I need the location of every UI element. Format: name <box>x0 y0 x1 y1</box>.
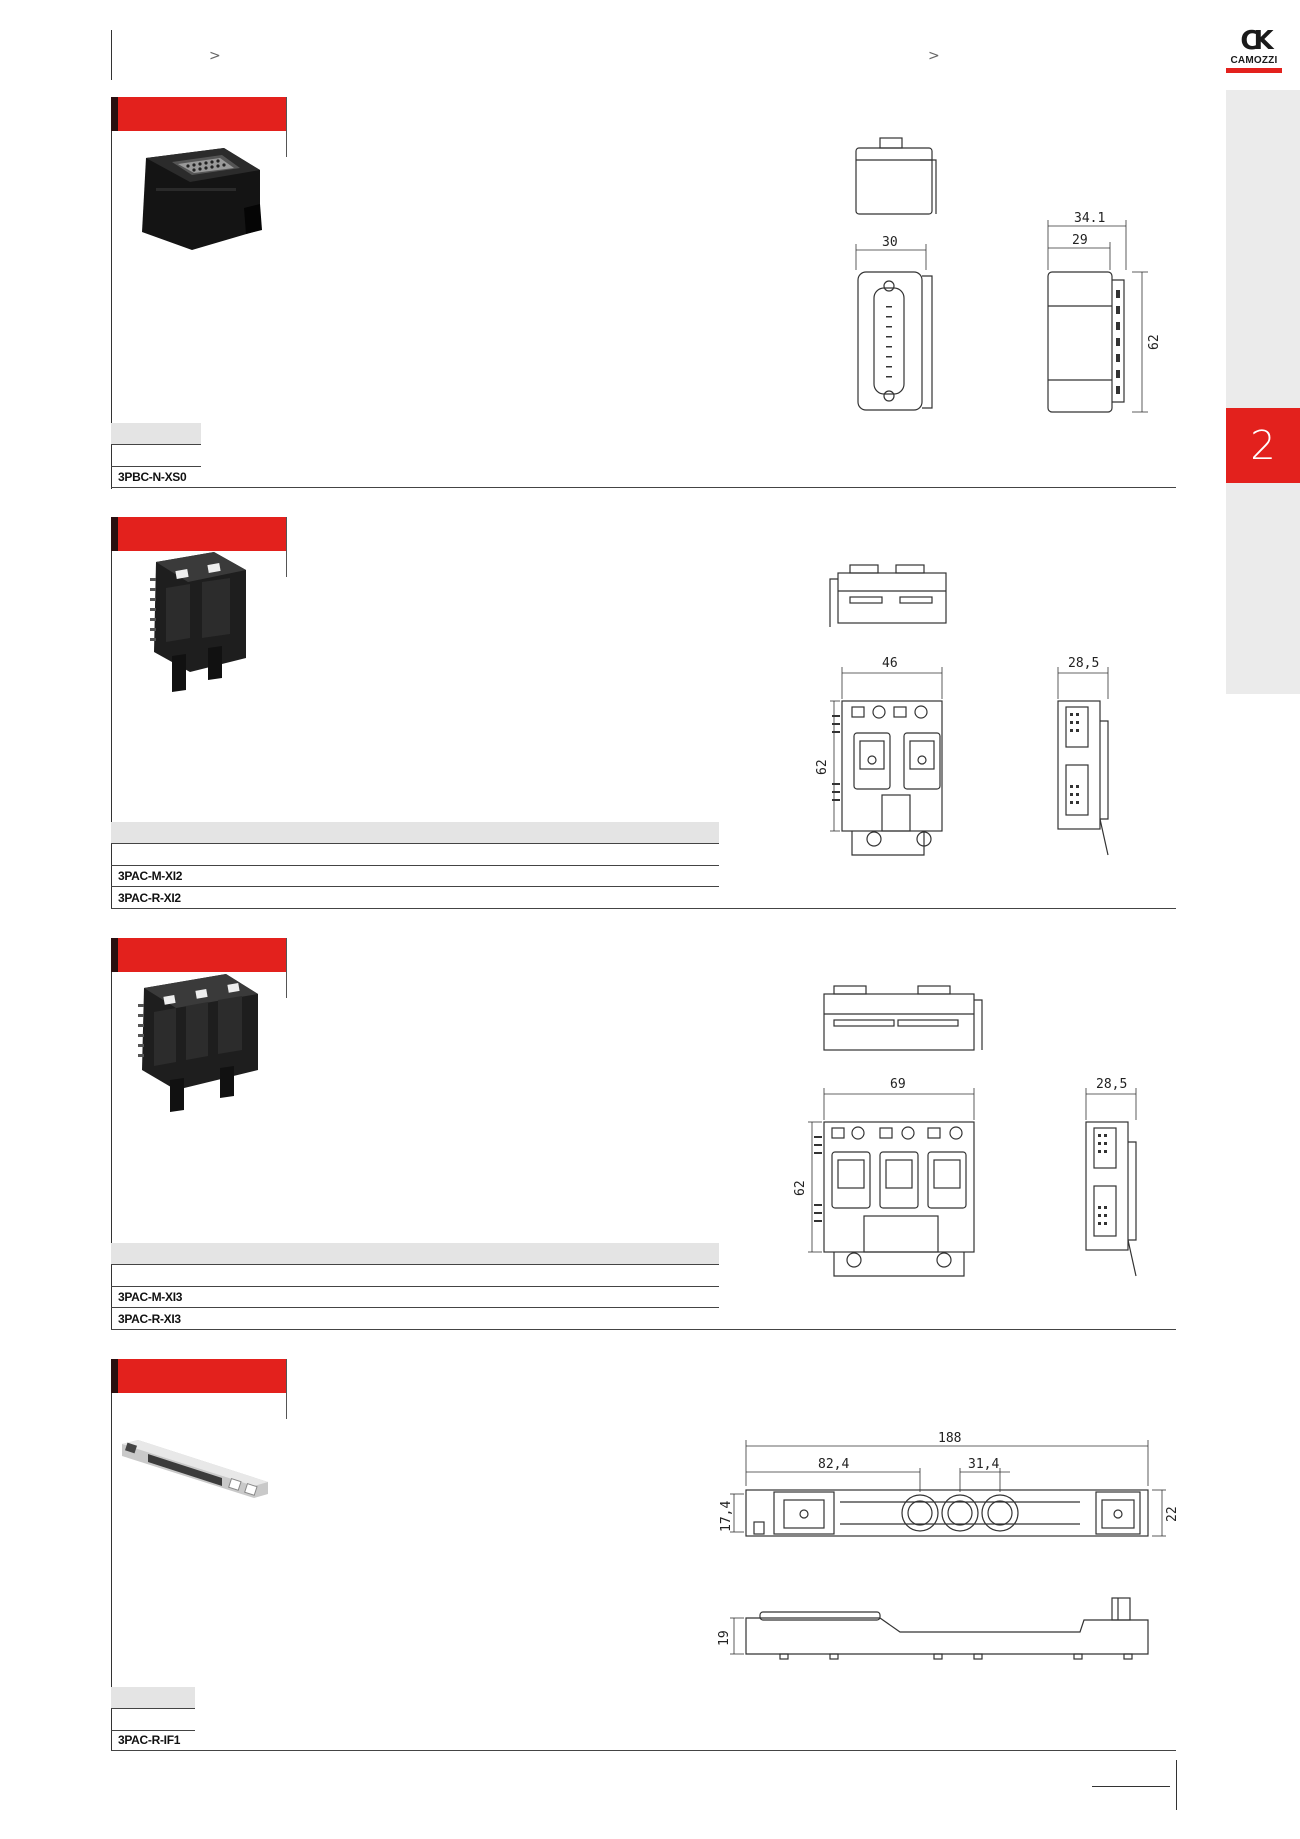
section-header-marker <box>111 517 118 551</box>
section-bottom-rule <box>111 1329 1176 1330</box>
product-code: 3PAC-R-XI2 <box>118 891 181 905</box>
table-divider <box>111 865 719 866</box>
dimension-label: 62 <box>1147 334 1162 350</box>
product-code: 3PAC-M-XI2 <box>118 869 183 883</box>
table-divider <box>111 1708 195 1709</box>
camozzi-logo <box>1226 28 1282 73</box>
dimension-label: 82,4 <box>818 1457 850 1472</box>
section-header-bar <box>118 97 286 131</box>
table-divider <box>111 1730 195 1731</box>
table-divider <box>111 1286 719 1287</box>
section-bottom-rule <box>111 487 1176 488</box>
section-tab[interactable]: 2 <box>1226 408 1300 483</box>
dimension-label: 17,4 <box>719 1500 734 1532</box>
logo-underline <box>1226 68 1282 73</box>
dimension-label: 19 <box>717 1630 732 1646</box>
section-header-bar <box>118 517 286 551</box>
section-left-rule <box>111 938 112 1330</box>
dimension-label: 62 <box>815 759 830 775</box>
product-photo-3pac-if1 <box>118 1436 278 1506</box>
section-left-rule <box>111 517 112 909</box>
section-bottom-rule <box>111 908 1176 909</box>
footer-page-rule <box>1092 1786 1170 1787</box>
table-divider <box>111 1264 719 1265</box>
dimension-label: 29 <box>1072 233 1088 248</box>
product-photo-3pbc <box>132 140 272 260</box>
table-header-row <box>111 423 201 444</box>
breadcrumb-separator: > <box>209 48 221 64</box>
footer-vertical-rule <box>1176 1760 1177 1810</box>
section-header-rule <box>286 1359 287 1419</box>
technical-drawing-3pac-xi3 <box>768 976 1148 1276</box>
product-code: 3PAC-R-XI3 <box>118 1312 181 1326</box>
section-header-bar <box>118 1359 286 1393</box>
section-header-rule <box>286 97 287 157</box>
table-divider <box>111 466 201 467</box>
product-photo-3pac-xi3 <box>136 970 266 1120</box>
table-row-divider <box>111 886 719 887</box>
product-code: 3PAC-M-XI3 <box>118 1290 183 1304</box>
brand-name: CAMOZZI <box>1230 55 1278 66</box>
logo-mark-icon: ϹK <box>1240 26 1268 56</box>
dimension-label: 22 <box>1165 1506 1180 1522</box>
section-header-rule <box>286 938 287 998</box>
table-divider <box>111 843 719 844</box>
dimension-label: 62 <box>793 1180 808 1196</box>
table-row-divider <box>111 1307 719 1308</box>
section-header-marker <box>111 1359 118 1393</box>
table-header-row <box>111 822 719 843</box>
dimension-label: 28,5 <box>1068 656 1100 671</box>
breadcrumb-separator: > <box>928 48 940 64</box>
dimension-label: 69 <box>890 1077 906 1092</box>
product-code: 3PBC-N-XS0 <box>118 470 187 484</box>
product-photo-3pac-xi2 <box>146 548 256 698</box>
technical-drawing-3pbc <box>840 130 1180 420</box>
section-header-rule <box>286 517 287 577</box>
dimension-label: 30 <box>882 235 898 250</box>
section-header-marker <box>111 97 118 131</box>
table-header-row <box>111 1243 719 1264</box>
section-bottom-rule <box>111 1750 1176 1751</box>
header-rule <box>111 30 112 80</box>
side-index-strip <box>1226 90 1300 694</box>
dimension-label: 188 <box>938 1431 962 1446</box>
table-divider <box>111 444 201 445</box>
product-code: 3PAC-R-IF1 <box>118 1733 181 1747</box>
technical-drawing-3pac-xi2 <box>790 555 1130 855</box>
table-header-row <box>111 1687 195 1708</box>
section-header-bar <box>118 938 286 972</box>
dimension-label: 31,4 <box>968 1457 1000 1472</box>
dimension-label: 34.1 <box>1074 211 1106 226</box>
dimension-label: 46 <box>882 656 898 671</box>
dimension-label: 28,5 <box>1096 1077 1128 1092</box>
technical-drawing-3pac-if1 <box>717 1420 1180 1690</box>
section-header-marker <box>111 938 118 972</box>
